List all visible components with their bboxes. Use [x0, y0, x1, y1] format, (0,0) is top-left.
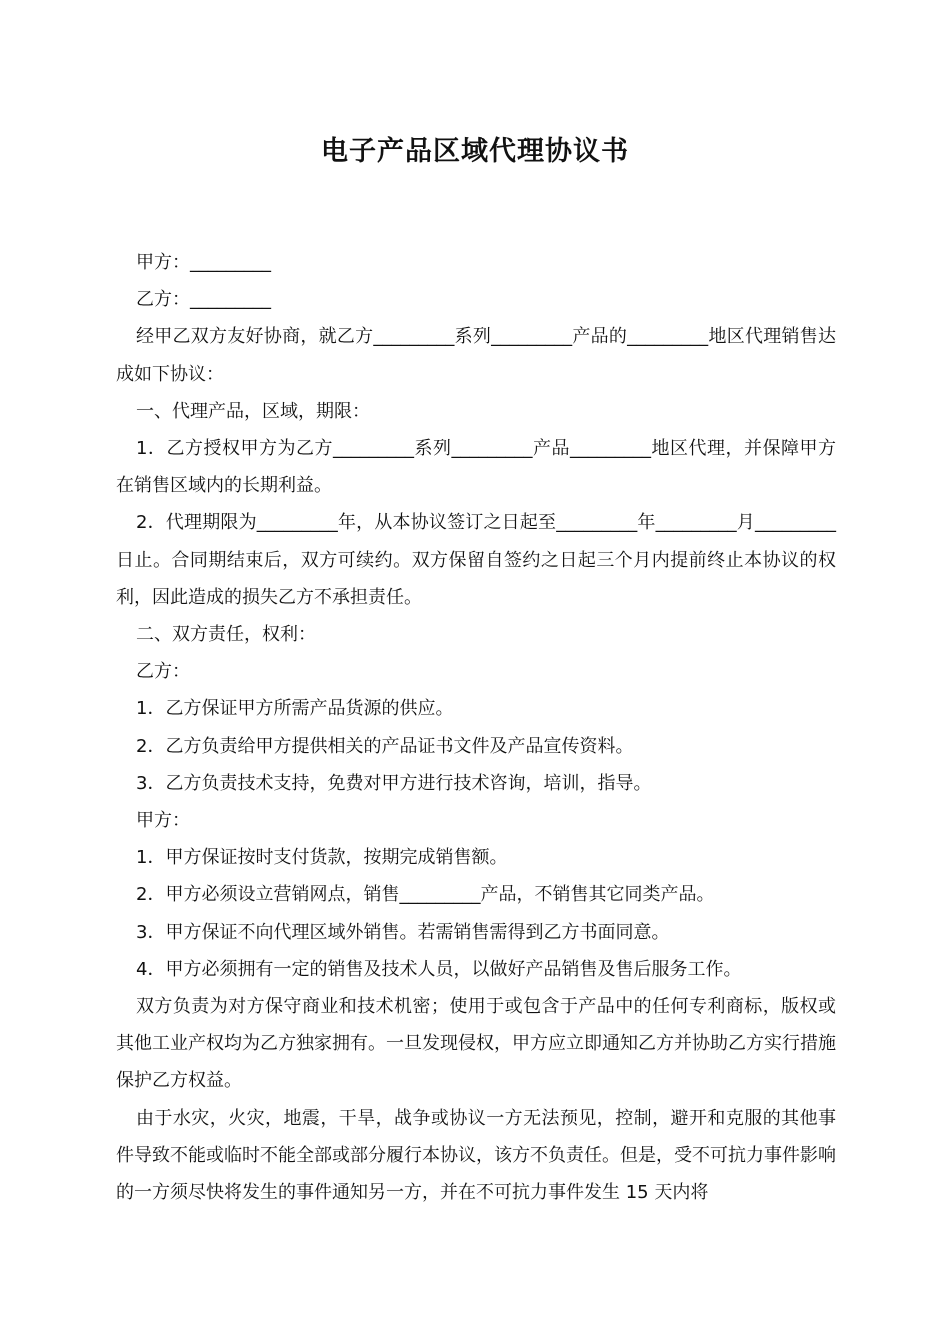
confidentiality-paragraph: 双方负责为对方保守商业和技术机密；使用于或包含于产品中的任何专利商标，版权或其他工业产权均为乙方独家拥有。一旦发现侵权，甲方应立即通知乙方并协助乙方实行措施保护乙方权益。 [116, 996, 836, 1092]
party-a-duty-2: 2．甲方必须设立营销网点，销售_________产品，不销售其它同类产品。 [136, 884, 715, 906]
party-a-duty-3: 3．甲方保证不向代理区域外销售。若需销售需得到乙方书面同意。 [136, 921, 670, 943]
party-a-duty-4: 4．甲方必须拥有一定的销售及技术人员，以做好产品销售及售后服务工作。 [136, 958, 742, 980]
party-a-duty-1: 1．甲方保证按时支付货款，按期完成销售额。 [136, 847, 508, 869]
document-body [116, 244, 836, 1211]
party-b-line: 乙方：_________ [136, 289, 271, 311]
clause-1-1: 1．乙方授权甲方为乙方_________系列_________产品_________地区代理，并保障甲方在销售区域内的长期利益。 [116, 438, 836, 497]
document-title: 电子产品区域代理协议书 [321, 136, 629, 167]
section-heading-2: 二、双方责任，权利： [136, 624, 316, 646]
party-b-duty-1: 1．乙方保证甲方所需产品货源的供应。 [136, 698, 454, 720]
clause-1-2: 2．代理期限为_________年，从本协议签订之日起至_________年_________月_________日止。合同期结束后，双方可续约。双方保留自签约之日起三个月内提前终止本协议的权利，因此造成的损失乙方不承担责任。 [116, 512, 836, 608]
party-a-subheading: 甲方： [136, 810, 190, 832]
party-b-duty-2: 2．乙方负责给甲方提供相关的产品证书文件及产品宣传资料。 [136, 735, 634, 757]
party-b-duty-3: 3．乙方负责技术支持，免费对甲方进行技术咨询，培训，指导。 [136, 772, 652, 794]
party-a-line: 甲方：_________ [136, 252, 271, 273]
force-majeure-paragraph: 由于水灾，火灾，地震，干旱，战争或协议一方无法预见，控制，避开和克服的其他事件导致不能或临时不能全部或部分履行本协议，该方不负责任。但是，受不可抗力事件影响的一方须尽快将发生的事件通知另一方，并在不可抗力事件发生 15 天内将 [116, 1107, 836, 1204]
section-heading-1: 一、代理产品，区域，期限： [136, 400, 370, 422]
party-b-subheading: 乙方： [136, 661, 190, 683]
preamble-paragraph: 经甲乙双方友好协商，就乙方_________系列_________产品的_________地区代理销售达成如下协议： [116, 326, 836, 385]
